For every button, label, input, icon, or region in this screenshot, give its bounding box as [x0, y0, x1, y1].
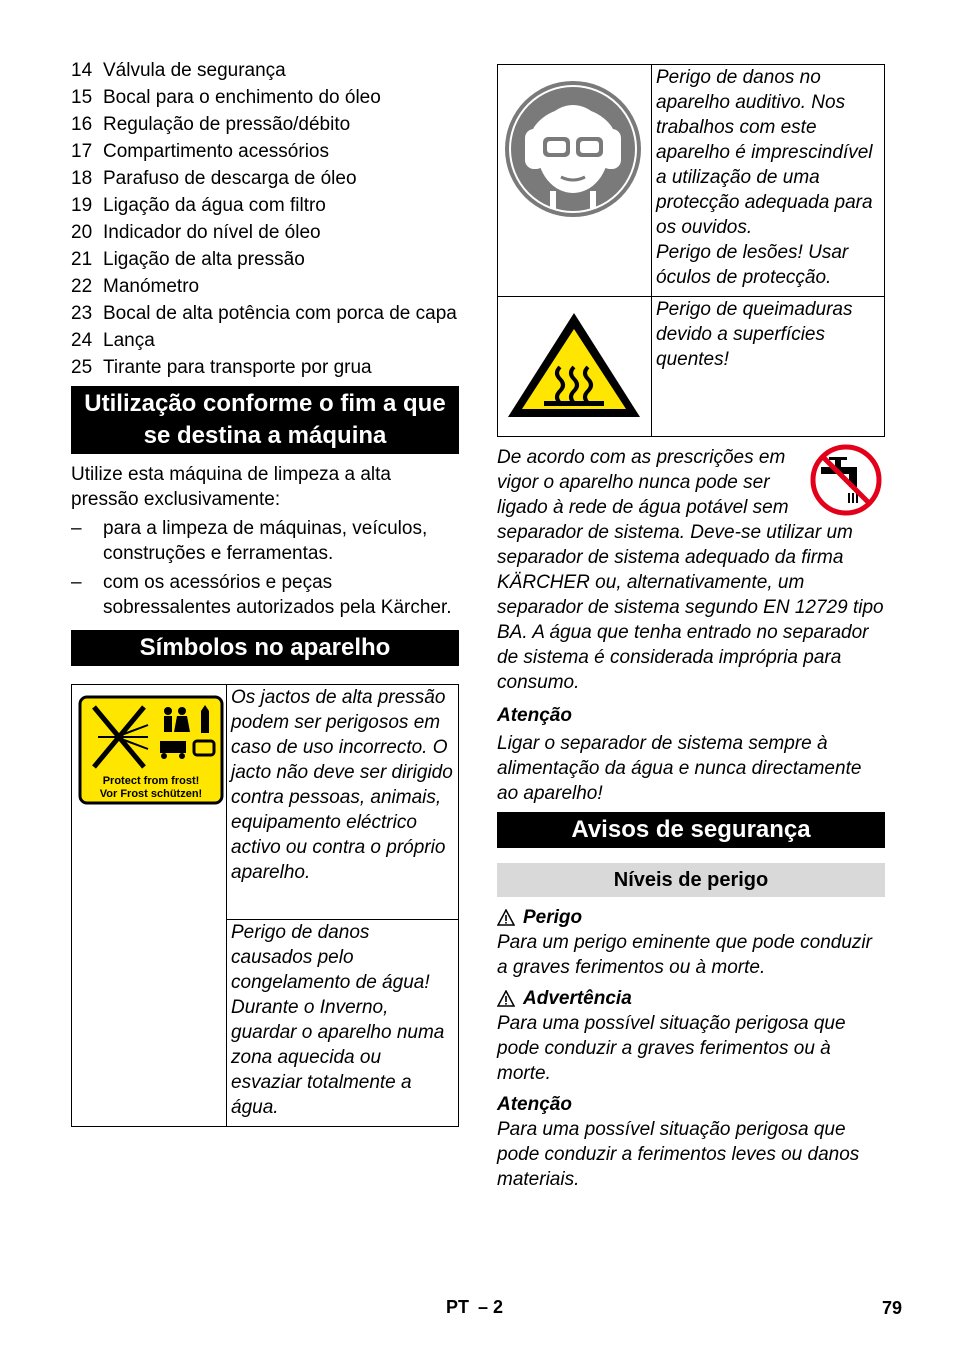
page-number: 79 [882, 1298, 903, 1318]
frost-warning-text: Perigo de danos causados pelo congelamento de água! Durante o Inverno, guardar o aparelho numa zona aquecida ou esvaziar totalmente a água. [227, 920, 459, 1127]
warning-heading [497, 986, 885, 1011]
ear-and-eye-protection-icon [503, 79, 643, 219]
frost-label-line1: Protect from frost! [102, 775, 200, 787]
intended-use-intro: Utilize esta máquina de limpeza a alta pressão exclusivamente: [71, 464, 392, 510]
frost-warning-label-icon [78, 695, 224, 807]
parts-list-item: 16 Regulação de pressão/débito [71, 114, 351, 135]
parts-list-item: 23 Bocal de alta potência com porca de capa [71, 303, 457, 324]
frost-label-cell [72, 685, 227, 1127]
list-item: – para a limpeza de máquinas, veículos, construções e ferramentas. [71, 518, 428, 564]
parts-list-item: 24 Lança [71, 330, 155, 351]
danger-heading [497, 905, 885, 930]
ppe-icon-cell [498, 65, 652, 297]
water-separator-text: De acordo com as prescrições em vigor o aparelho nunca pode ser ligado à rede de água potável sem separador de sistema. Deve-se utilizar um separador de sistema adequado da firma KÄRCHER ou, alternativamente, um separador de sistema segundo EN 12729 tipo BA. A água que tenha entrado no separador de sistema é considerada imprópria para consumo. [497, 447, 884, 693]
no-drinking-water-connection-icon [809, 443, 883, 517]
water-attention-text: Ligar o separador de sistema sempre à alimentação da água e nunca directamente ao aparelho! [497, 733, 862, 804]
water-separator-section [497, 445, 885, 695]
caution-label: Atenção [497, 1094, 572, 1115]
safety-heading: Avisos de segurança [497, 812, 885, 848]
hearing-warning-text: Perigo de danos no aparelho auditivo. Nos trabalhos com este aparelho é imprescindível a utilização de uma protecção adequada para os ouvidos. [656, 67, 873, 238]
footer-language: PT – 2 [446, 1297, 504, 1317]
burn-warning-text: Perigo de queimaduras devido a superfícies quentes! [652, 297, 885, 437]
parts-list-item: 21 Ligação de alta pressão [71, 249, 305, 270]
parts-list-item: 17 Compartimento acessórios [71, 141, 329, 162]
danger-levels-heading: Níveis de perigo [497, 863, 885, 897]
water-attention-label: Atenção [497, 705, 572, 726]
warning-triangle-icon [497, 990, 515, 1007]
list-item: – com os acessórios e peças sobressalentes autorizados pela Kärcher. [71, 572, 452, 618]
warning-label: Advertência [523, 988, 632, 1009]
symbols-table [71, 684, 459, 1127]
symbols-heading: Símbolos no aparelho [71, 630, 459, 666]
hot-surface-icon-cell [498, 297, 652, 437]
goggles-warning-text: Perigo de lesões! Usar óculos de protecção. [656, 242, 849, 288]
hot-surface-icon [504, 309, 644, 421]
parts-list-item: 18 Parafuso de descarga de óleo [71, 168, 357, 189]
parts-list-item: 22 Manómetro [71, 276, 200, 297]
jet-warning-text: Os jactos de alta pressão podem ser perigosos em caso de uso incorrecto. O jacto não deve ser dirigido contra pessoas, animais, equipamento eléctrico activo ou contra o próprio aparelho. [227, 685, 459, 920]
warning-text: Para uma possível situação perigosa que pode conduzir a graves ferimentos ou à morte. [497, 1013, 846, 1084]
parts-list-item: 15 Bocal para o enchimento do óleo [71, 87, 381, 108]
parts-list-item: 19 Ligação da água com filtro [71, 195, 326, 216]
ppe-symbols-table [497, 64, 885, 437]
intended-use-heading: Utilização conforme o fim a que se destina a máquina [71, 386, 459, 454]
danger-text: Para um perigo eminente que pode conduzir a graves ferimentos ou à morte. [497, 932, 872, 978]
frost-label-line2: Vor Frost schützen! [99, 788, 203, 800]
warning-triangle-icon [497, 909, 515, 926]
parts-list-item: 25 Tirante para transporte por grua [71, 357, 372, 378]
left-column [71, 58, 459, 1127]
ppe-text-cell [652, 65, 885, 297]
parts-list [71, 58, 459, 380]
caution-text: Para uma possível situação perigosa que pode conduzir a ferimentos leves ou danos materiais. [497, 1119, 860, 1190]
parts-list-item: 20 Indicador do nível de óleo [71, 222, 321, 243]
intended-use-list [71, 516, 459, 620]
right-column [497, 64, 885, 1192]
parts-list-item: 14 Válvula de segurança [71, 60, 286, 81]
danger-label: Perigo [523, 907, 583, 928]
